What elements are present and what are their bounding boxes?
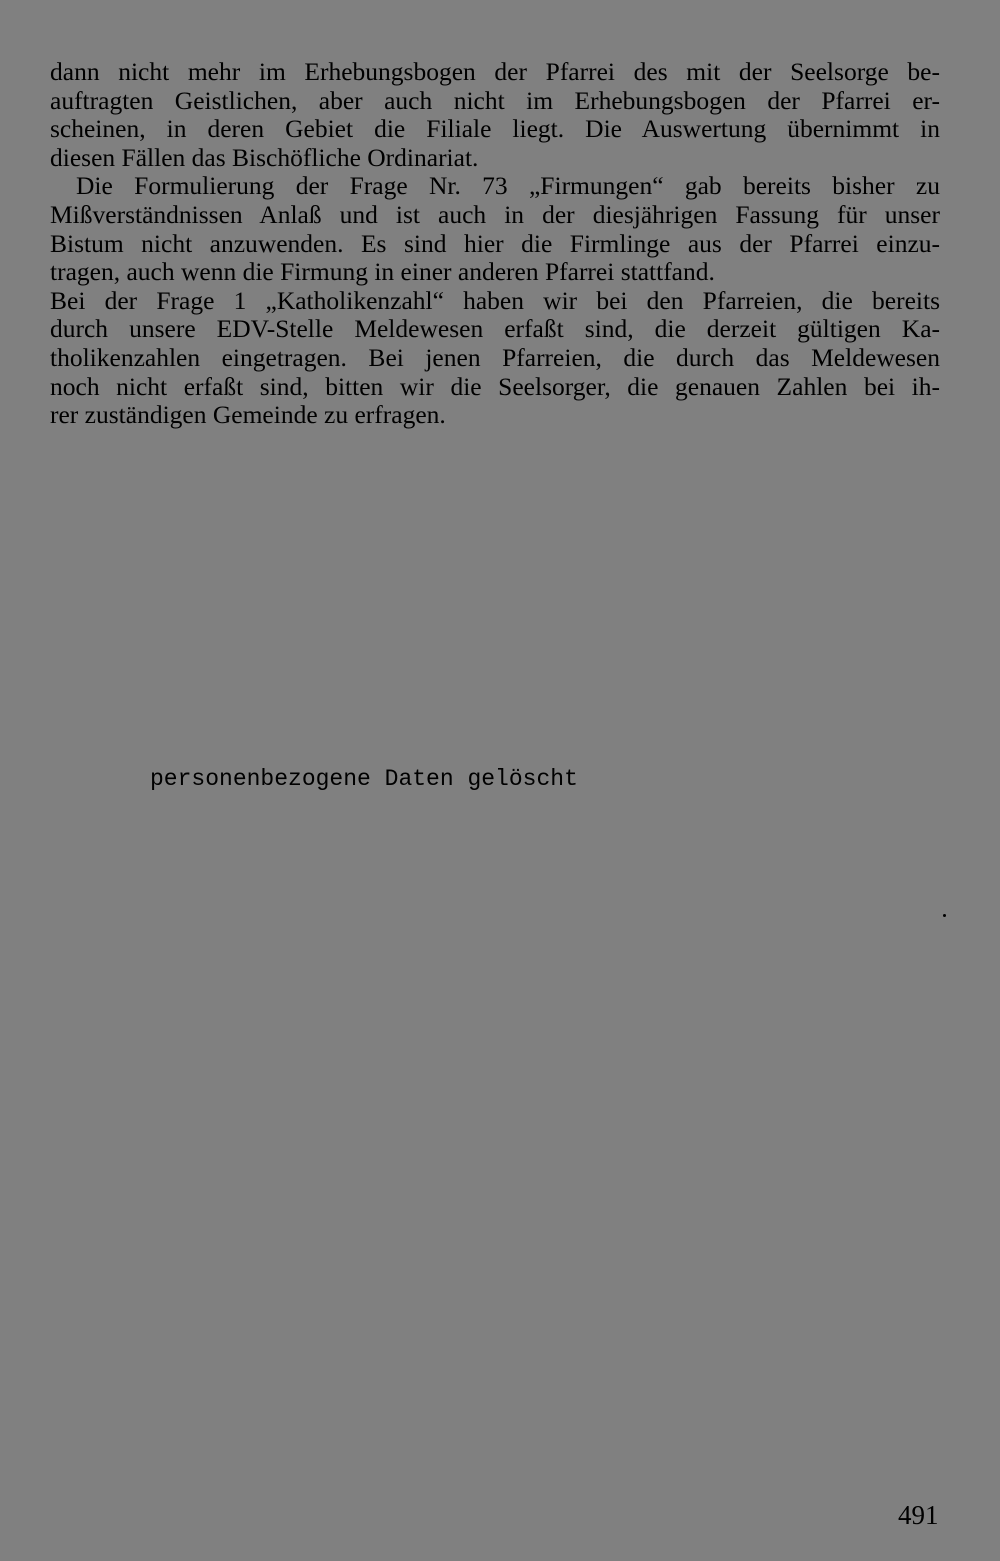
redaction-note: personenbezogene Daten gelöscht	[150, 766, 578, 792]
text-line: Mißverständnissen Anlaß und ist auch in der diesjährigen Fassung für unser	[50, 199, 940, 229]
text-line: auftragten Geistlichen, aber auch nicht im Erhebungsbogen der Pfarrei er-	[50, 85, 940, 115]
text-line: tholikenzahlen eingetragen. Bei jenen Pfarreien, die durch das Meldewesen	[50, 342, 940, 372]
text-line: diesen Fällen das Bischöfliche Ordinariat.	[50, 142, 479, 172]
text-line: scheinen, in deren Gebiet die Filiale liegt. Die Auswertung übernimmt in	[50, 114, 940, 144]
text-line: rer zuständigen Gemeinde zu erfragen.	[50, 400, 446, 430]
text-line: durch unsere EDV-Stelle Meldewesen erfaßt sind, die derzeit gültigen Ka-	[50, 314, 940, 344]
text-line: tragen, auch wenn die Firmung in einer anderen Pfarrei stattfand.	[50, 257, 715, 287]
scan-speck	[943, 914, 946, 917]
body-text	[50, 58, 940, 430]
page-number: 491	[898, 1500, 939, 1530]
text-line: Bei der Frage 1 „Katholikenzahl“ haben wir bei den Pfarreien, die bereits	[50, 285, 940, 315]
text-line: dann nicht mehr im Erhebungsbogen der Pfarrei des mit der Seelsorge be-	[50, 57, 940, 86]
text-line: noch nicht erfaßt sind, bitten wir die Seelsorger, die genauen Zahlen bei ih-	[50, 371, 940, 401]
text-line: Die Formulierung der Frage Nr. 73 „Firmungen“ gab bereits bisher zu	[76, 171, 940, 201]
text-line: Bistum nicht anzuwenden. Es sind hier die Firmlinge aus der Pfarrei einzu-	[50, 228, 940, 258]
